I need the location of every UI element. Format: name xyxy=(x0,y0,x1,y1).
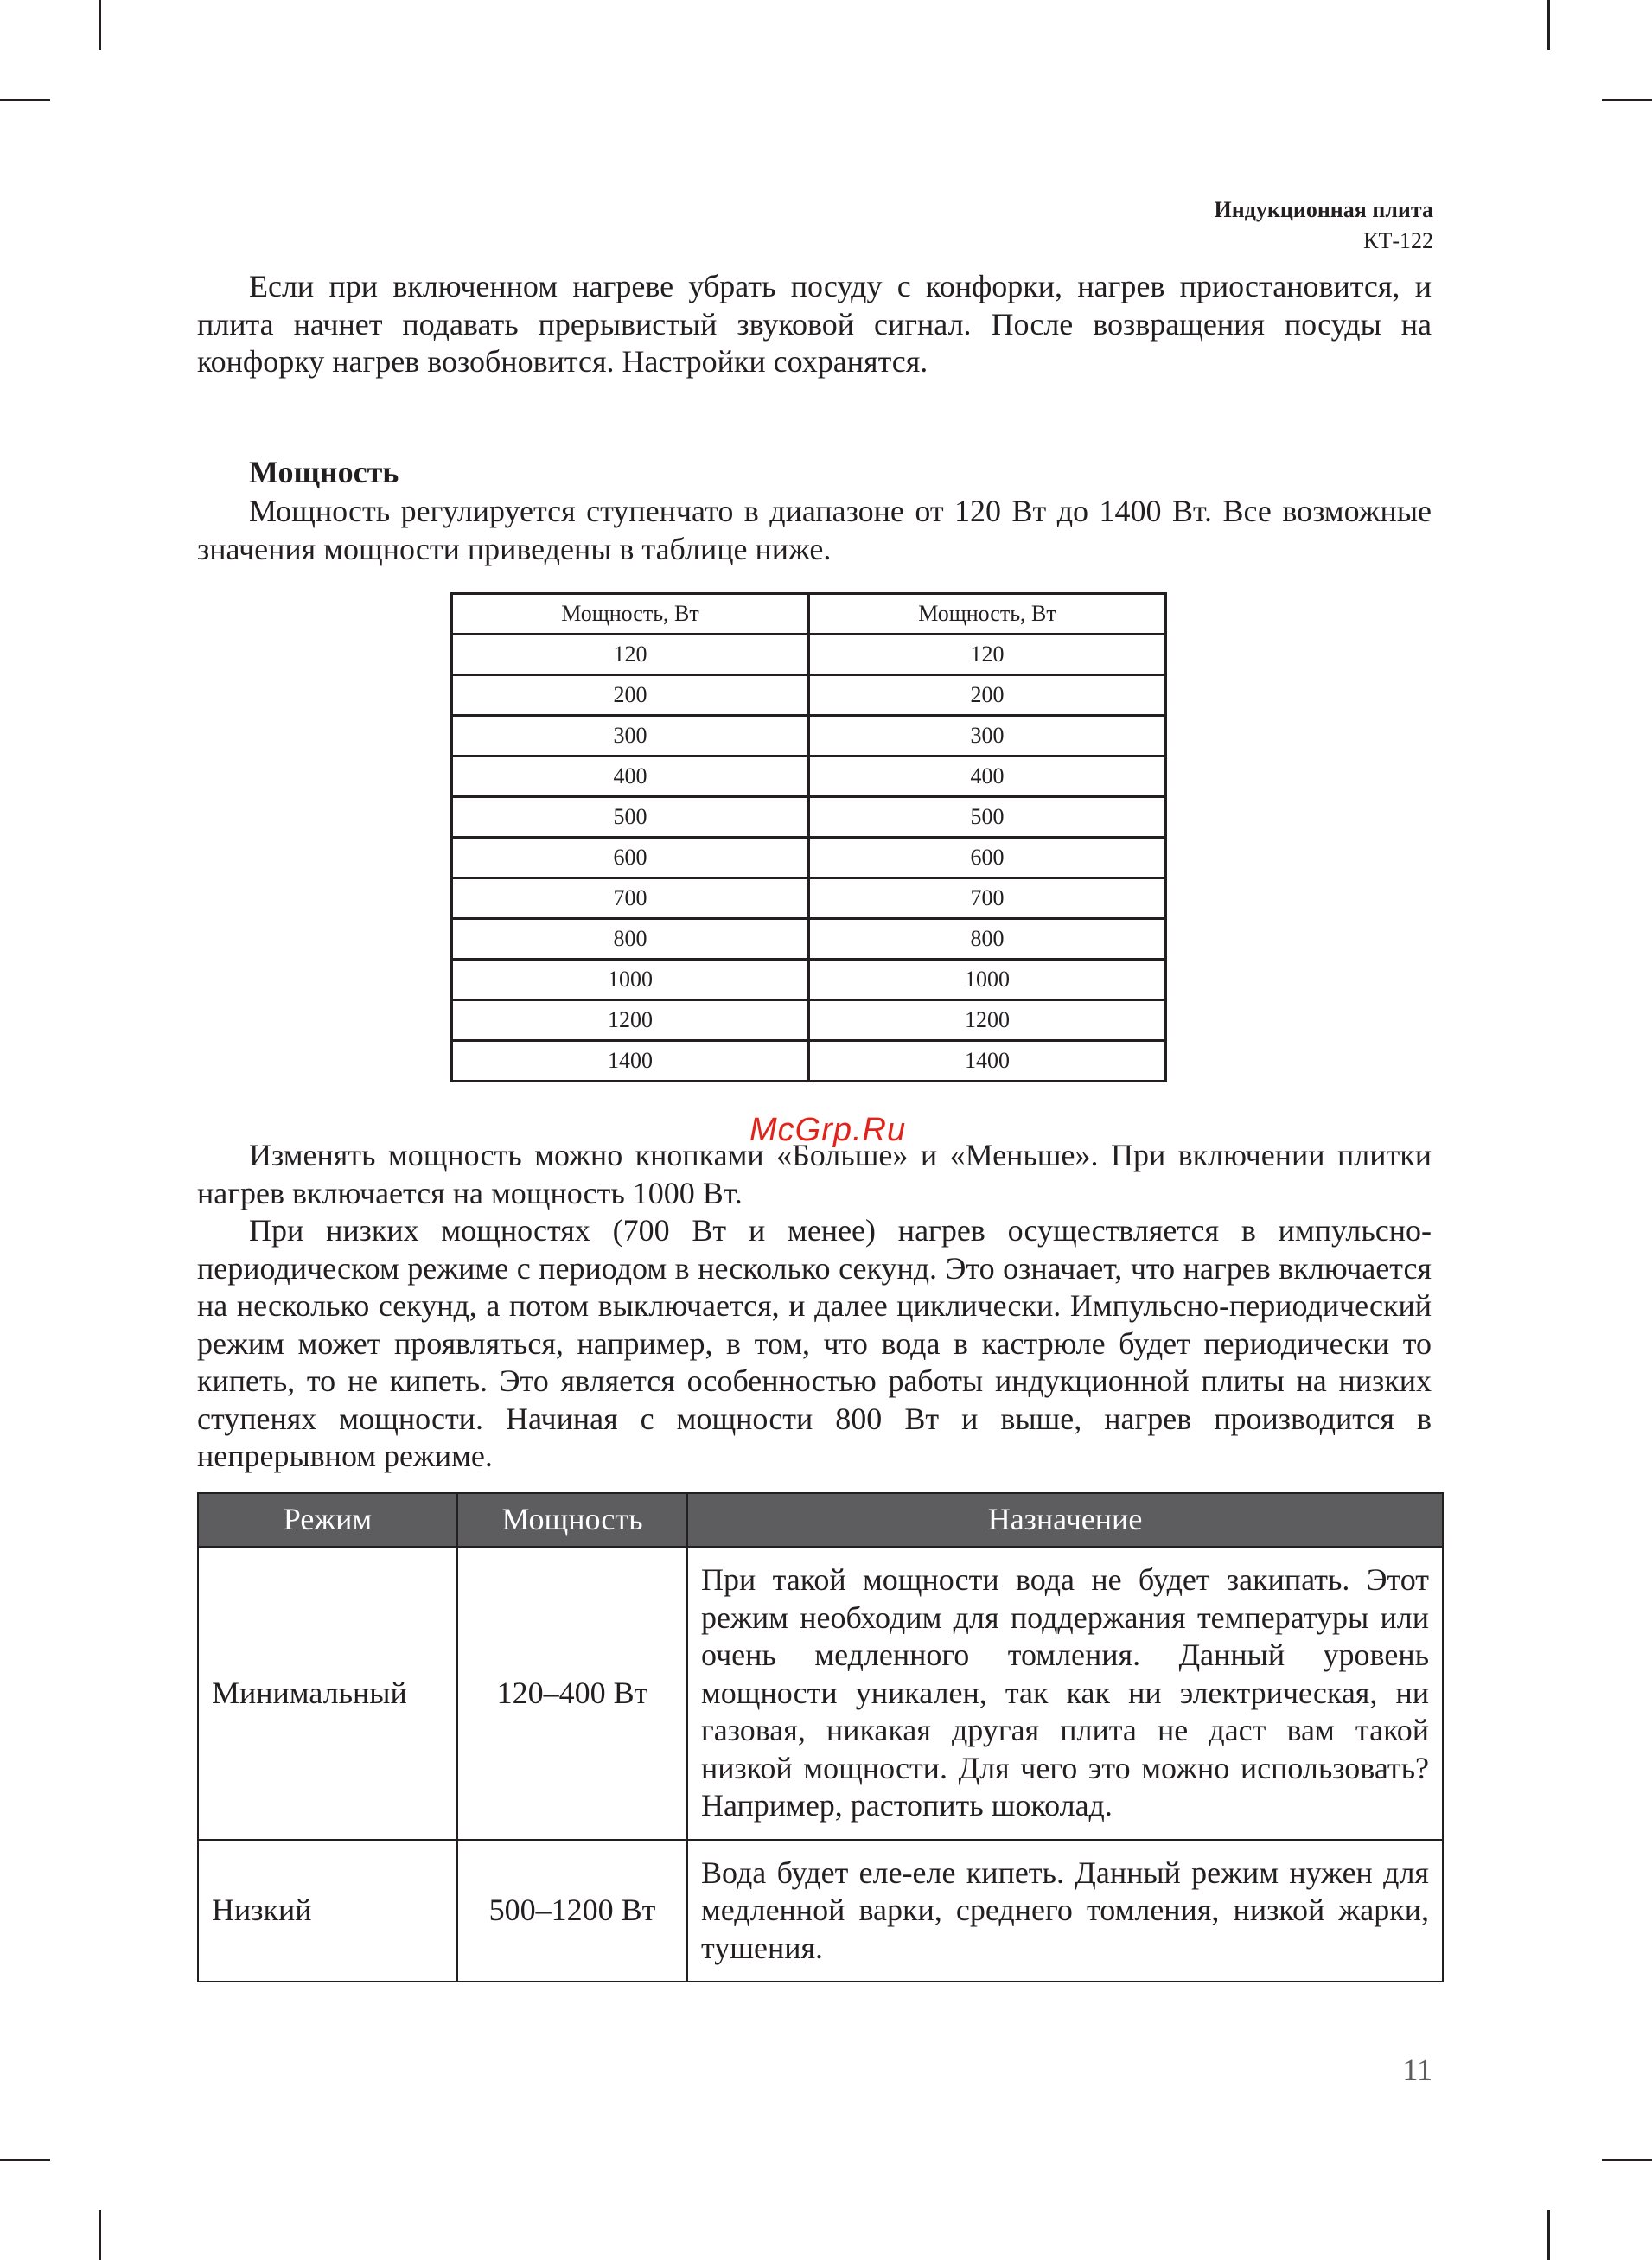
table-row xyxy=(198,1547,1443,1840)
body-paragraph: При низких мощностях (700 Вт и менее) нагрев осуществляется в импульсно-периодическом режиме с периодом в несколько секунд. Это означает, что нагрев включается на несколько секунд, а потом выключается, и далее циклически. Импульсно-периодический режим может проявляться, например, в том, что вода в кастрюле будет периодически то кипеть, то не кипеть. Это является особенностью работы индукционной плиты на низких ступенях мощности. Начиная с мощности 800 Вт и выше, нагрев производится в непрерывном режиме. xyxy=(197,1213,1432,1473)
table-cell: 300 xyxy=(452,716,809,757)
table-row xyxy=(452,838,1166,878)
table-cell: 600 xyxy=(809,838,1166,878)
table-row xyxy=(452,757,1166,797)
crop-mark xyxy=(0,99,50,101)
table-cell: 120 xyxy=(452,635,809,675)
intro-text xyxy=(197,268,1432,381)
table-header-row xyxy=(452,594,1166,635)
crop-mark xyxy=(1547,0,1550,50)
table-row xyxy=(452,1000,1166,1041)
table-header-cell: Мощность xyxy=(457,1493,687,1547)
crop-mark xyxy=(1547,2210,1550,2260)
table-row xyxy=(452,797,1166,838)
table-row xyxy=(452,878,1166,919)
table-cell: 1200 xyxy=(809,1000,1166,1041)
table-cell: 200 xyxy=(452,675,809,716)
purpose-cell: Вода будет еле-еле кипеть. Данный режим нужен для медленной варки, среднего томления, низкой жарки, тушения. xyxy=(687,1840,1443,1982)
table-cell: 1200 xyxy=(452,1000,809,1041)
table-cell: 700 xyxy=(809,878,1166,919)
section-heading: Мощность xyxy=(249,455,399,489)
running-header-title: Индукционная плита xyxy=(1214,197,1433,222)
table-row xyxy=(452,675,1166,716)
table-header-cell: Мощность, Вт xyxy=(809,594,1166,635)
body-paragraph: Изменять мощность можно кнопками «Больше» и «Меньше». При включении плитки нагрев включается на мощность 1000 Вт. xyxy=(197,1138,1432,1210)
table-cell: 120 xyxy=(809,635,1166,675)
table-cell: 1400 xyxy=(452,1041,809,1082)
table-cell: 200 xyxy=(809,675,1166,716)
table-row xyxy=(452,635,1166,675)
table-row xyxy=(452,716,1166,757)
table-header-cell: Мощность, Вт xyxy=(452,594,809,635)
crop-mark xyxy=(0,2159,50,2161)
mode-cell: Низкий xyxy=(198,1840,457,1982)
power-cell: 500–1200 Вт xyxy=(457,1840,687,1982)
purpose-cell: При такой мощности вода не будет закипать. Этот режим необходим для поддержания температуры или очень медленного томления. Данный уровень мощности уникален, так как ни электрическая, ни газовая, никакая другая плита не даст вам такой низкой мощности. Для чего это можно использовать? Например, растопить шоколад. xyxy=(687,1547,1443,1840)
table-header-cell: Назначение xyxy=(687,1493,1443,1547)
power-values-table xyxy=(450,592,1167,1082)
table-cell: 1000 xyxy=(809,960,1166,1000)
table-cell: 400 xyxy=(809,757,1166,797)
page-number: 11 xyxy=(1402,2053,1432,2087)
crop-mark xyxy=(99,0,101,50)
section-text xyxy=(197,493,1432,568)
table-cell: 400 xyxy=(452,757,809,797)
table-cell: 800 xyxy=(809,919,1166,960)
section-paragraph: Мощность регулируется ступенчато в диапазоне от 120 Вт до 1400 Вт. Все возможные значения мощности приведены в таблице ниже. xyxy=(197,494,1432,566)
watermark: McGrp.Ru xyxy=(749,1112,907,1148)
table-cell: 1000 xyxy=(452,960,809,1000)
table-header-cell: Режим xyxy=(198,1493,457,1547)
table-row xyxy=(452,960,1166,1000)
mode-cell: Минимальный xyxy=(198,1547,457,1840)
body-text xyxy=(197,1137,1432,1476)
table-cell: 800 xyxy=(452,919,809,960)
table-cell: 500 xyxy=(809,797,1166,838)
table-cell: 300 xyxy=(809,716,1166,757)
crop-mark xyxy=(1602,2159,1652,2161)
table-row xyxy=(198,1840,1443,1982)
table-cell: 500 xyxy=(452,797,809,838)
modes-table xyxy=(197,1492,1444,1982)
crop-mark xyxy=(1602,99,1652,101)
table-cell: 700 xyxy=(452,878,809,919)
table-row xyxy=(452,919,1166,960)
table-row xyxy=(452,1041,1166,1082)
table-cell: 1400 xyxy=(809,1041,1166,1082)
running-header-model: КТ-122 xyxy=(1363,228,1433,253)
crop-mark xyxy=(99,2210,101,2260)
table-header-row xyxy=(198,1493,1443,1547)
table-cell: 600 xyxy=(452,838,809,878)
power-cell: 120–400 Вт xyxy=(457,1547,687,1840)
intro-paragraph: Если при включенном нагреве убрать посуду с конфорки, нагрев приостановится, и плита начнет подавать прерывистый звуковой сигнал. После возвращения посуды на конфорку нагрев возобновится. Настройки сохранятся. xyxy=(197,269,1432,379)
